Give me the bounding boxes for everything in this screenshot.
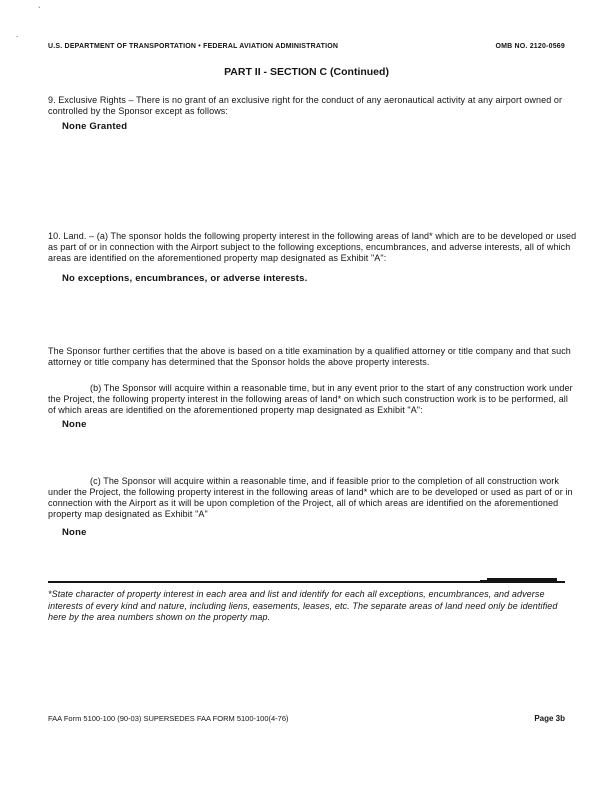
form-id: FAA Form 5100-100 (90-03) SUPERSEDES FAA FORM 5100-100(4-76) <box>48 714 289 723</box>
page-title: PART II - SECTION C (Continued) <box>224 66 389 78</box>
footnote-divider <box>48 581 565 583</box>
scan-artifact-mark: ` <box>38 6 41 15</box>
scan-artifact-mark: . <box>16 30 19 39</box>
item-10c-paragraph: (c) The Sponsor will acquire within a reasonable time, and if feasible prior to the completion of all construction work under the Project, the following property interest in the following areas of land* which are to be developed or used as part of or in connection with the Airport as it will be upon completion of the Project, all of which areas are identified on the aforementioned property map designated as Exhibit "A" <box>48 476 573 519</box>
item-9-answer: None Granted <box>62 121 128 132</box>
item-10a-paragraph: 10. Land. – (a) The sponsor holds the following property interest in the following areas of land* which are to be developed or used as part of or in connection with the Airport subject to the following exceptions, encumbrances, and adverse interests, all of which areas are identified on the aforementioned property map designated as Exhibit "A": <box>48 231 577 263</box>
form-footer <box>48 714 565 723</box>
omb-number: OMB NO. 2120-0569 <box>495 43 565 50</box>
agency-title: U.S. DEPARTMENT OF TRANSPORTATION • FEDERAL AVIATION ADMINISTRATION <box>48 43 339 50</box>
footnote-text: *State character of property interest in each area and list and identify for each all exceptions, encumbrances, and adverse interests of every kind and nature, including liens, easements, leases, etc. The separate areas of land need only be identified here by the area numbers shown on the property map. <box>48 589 558 622</box>
item-10b-answer: None <box>62 419 87 430</box>
page-number: Page 3b <box>534 714 565 723</box>
item-10c-answer: None <box>62 527 87 538</box>
item-10b-paragraph: (b) The Sponsor will acquire within a reasonable time, but in any event prior to the start of any construction work under the Project, the following property interest in the following areas of land* on which such construction work is to be performed, all of which areas are identified on the aforementioned property map designated as Exhibit "A": <box>48 383 573 415</box>
item-10a-answer: No exceptions, encumbrances, or adverse interests. <box>62 273 308 284</box>
item-9-paragraph: 9. Exclusive Rights – There is no grant of an exclusive right for the conduct of any aeronautical activity at any airport owned or controlled by the Sponsor except as follows: <box>48 95 563 116</box>
certification-paragraph: The Sponsor further certifies that the above is based on a title examination by a qualified attorney or title company and that such attorney or title company has determined that the Sponsor holds the above property interests. <box>48 346 571 367</box>
form-header <box>48 43 565 50</box>
